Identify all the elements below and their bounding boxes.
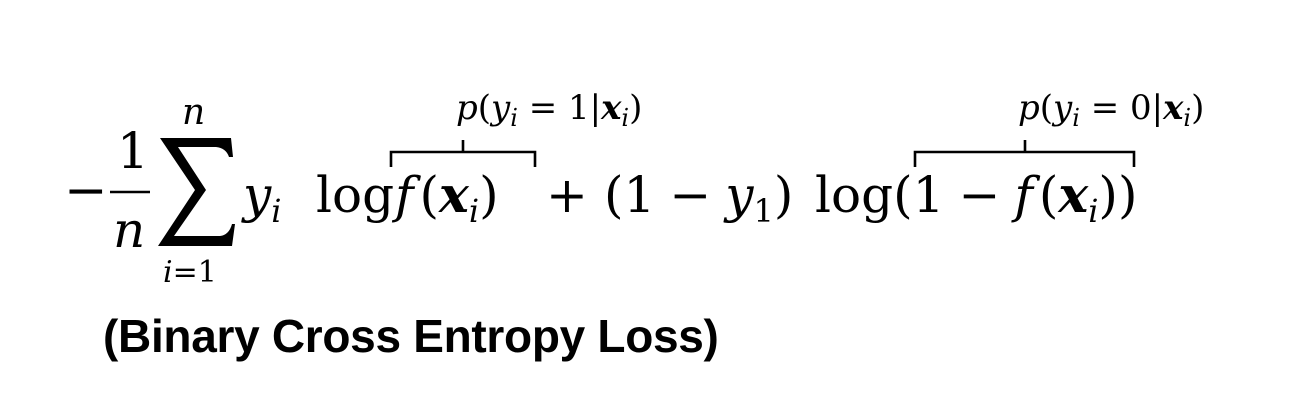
x-var-1: x xyxy=(439,165,469,224)
y-var-2: y xyxy=(725,166,754,224)
leading-minus: − xyxy=(64,161,108,221)
sum-lower-limit xyxy=(163,255,217,290)
minus-3: − xyxy=(958,166,1001,224)
log-2: log xyxy=(815,166,894,224)
ann1-x: x xyxy=(601,88,622,128)
sum-lower-var: i xyxy=(163,255,173,290)
y-i xyxy=(241,166,281,230)
rparen-2: ) xyxy=(773,166,794,224)
sum-sign-icon xyxy=(158,138,235,246)
ann0-close: ) xyxy=(1191,88,1205,128)
log-2-expression xyxy=(815,165,1137,230)
one-minus-y1 xyxy=(604,166,793,230)
rparen-4: ) xyxy=(1117,166,1138,224)
plus-sign: + xyxy=(546,166,588,224)
annotation-p-y-equals-0 xyxy=(1018,88,1204,132)
x-sub-2: i xyxy=(1088,192,1099,230)
ann1-eq: = 1| xyxy=(517,88,602,128)
sum-lower-eq: =1 xyxy=(172,255,217,290)
annotation-p-y-equals-1 xyxy=(456,88,642,132)
x-var-2: x xyxy=(1058,165,1089,224)
y-var: y xyxy=(243,166,272,224)
log-1: log xyxy=(316,166,395,224)
ann0-p: p xyxy=(1018,88,1040,128)
ann0-y: y xyxy=(1053,88,1073,128)
ann0-x-sub: i xyxy=(1183,104,1192,132)
f-of-x-1 xyxy=(391,165,499,230)
f-var: f xyxy=(395,166,414,224)
lparen-2: ( xyxy=(604,166,624,224)
one-1: 1 xyxy=(623,166,656,224)
fraction-numerator: 1 xyxy=(117,122,149,180)
ann1-x-sub: i xyxy=(621,104,630,132)
fraction-denominator: n xyxy=(113,201,146,259)
ann1-close: ) xyxy=(629,88,643,128)
ann1-open: ( xyxy=(477,88,492,128)
ann0-y-sub: i xyxy=(1072,104,1080,132)
y1-sub: 1 xyxy=(753,192,774,230)
y-sub: i xyxy=(271,192,282,230)
minus-2: − xyxy=(669,166,712,224)
rparen-3: ) xyxy=(1098,166,1118,224)
overbrace-1 xyxy=(391,140,535,167)
overbrace-2 xyxy=(915,140,1134,167)
one-2: 1 xyxy=(912,166,945,224)
ann0-x: x xyxy=(1163,88,1184,128)
sum-upper-limit: n xyxy=(182,92,206,133)
ann1-y: y xyxy=(491,88,511,128)
lparen-1: ( xyxy=(419,166,440,224)
x-sub-1: i xyxy=(468,192,480,230)
ann0-eq: = 0| xyxy=(1079,88,1164,128)
f-var-2: f xyxy=(1014,166,1033,224)
ann1-y-sub: i xyxy=(510,104,518,132)
ann0-open: ( xyxy=(1039,88,1054,128)
lparen-3: ( xyxy=(893,166,913,224)
lparen-4: ( xyxy=(1038,166,1059,224)
rparen-1: ) xyxy=(479,166,499,224)
ann1-p: p xyxy=(456,88,478,128)
formula-caption: (Binary Cross Entropy Loss) xyxy=(103,310,719,362)
